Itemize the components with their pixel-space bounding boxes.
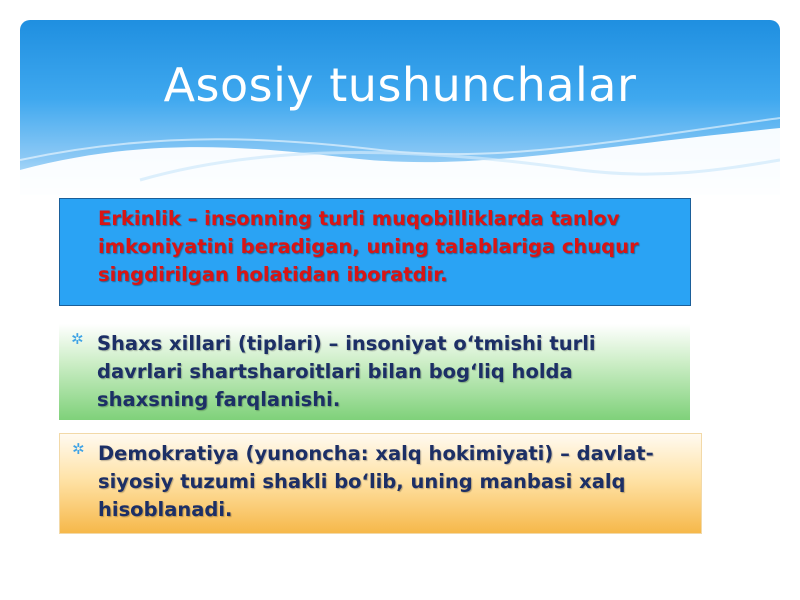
bullet-icon: ✲ (72, 440, 85, 458)
definition-box-demokratiya (59, 433, 702, 534)
definition-text: Shaxs xillari (tiplari) – insoniyat o‘tmishi turli davrlari shartsharoitlari bilan bog‘liq holda shaxsning farqlanishi. (97, 332, 596, 411)
definition-text: Demokratiya (yunoncha: xalq hokimiyati) – davlat-siyosiy tuzumi shakli bo‘lib, uning manbasi xalq hisoblanadi. (98, 442, 654, 521)
bullet-icon: ✲ (71, 330, 84, 348)
slide-title: Asosiy tushunchalar (163, 58, 637, 112)
definition-box-erkinlik (59, 198, 691, 306)
definition-text: Erkinlik – insonning turli muqobilliklarda tanlov imkoniyatini beradigan, uning talablariga chuqur singdirilgan holatidan iboratdir. (98, 207, 639, 286)
definition-box-shaxs (59, 324, 690, 420)
